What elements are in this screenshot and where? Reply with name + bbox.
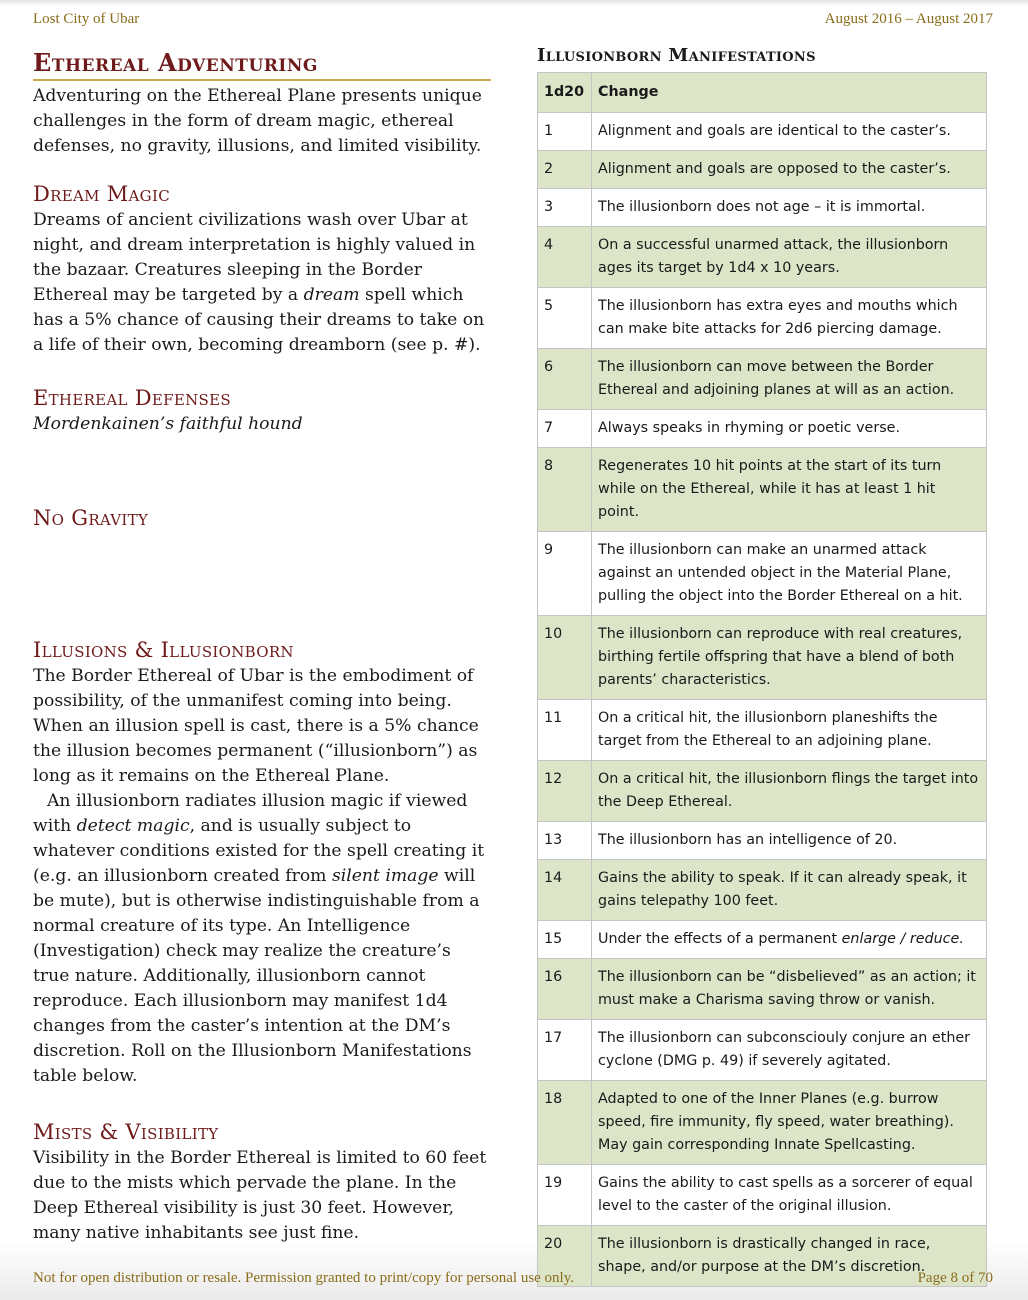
roll-cell: 5 bbox=[538, 288, 592, 349]
change-cell: The illusionborn can make an unarmed attack against an untended object in the Material Plane, pulling the object into the Border Ethereal on a hit. bbox=[592, 532, 987, 616]
heading-mists-visibility: Mists & Visibility bbox=[33, 1120, 219, 1144]
change-cell: The illusionborn can reproduce with real creatures, birthing fertile offspring that have a blend of both parents’ characteristics. bbox=[592, 616, 987, 700]
spell-name-enlarge-reduce: enlarge / reduce. bbox=[841, 931, 964, 947]
table-row bbox=[538, 349, 987, 410]
roll-cell: 4 bbox=[538, 227, 592, 288]
manifestations-table bbox=[537, 72, 987, 1287]
section-title: Ethereal Adventuring bbox=[33, 48, 318, 77]
table-row bbox=[538, 189, 987, 227]
change-cell: Gains the ability to cast spells as a sorcerer of equal level to the caster of the original illusion. bbox=[592, 1165, 987, 1226]
spell-name-dream: dream bbox=[303, 285, 360, 305]
table-row bbox=[538, 959, 987, 1020]
roll-cell: 15 bbox=[538, 921, 592, 959]
table-row bbox=[538, 1165, 987, 1226]
illusions-paragraph-1: The Border Ethereal of Ubar is the embodiment of possibility, of the unmanifest coming into being. When an illusion spell is cast, there is a 5% chance the illusion becomes permanent (“illusionborn”) as long as it remains on the Ethereal Plane. bbox=[33, 666, 479, 786]
table-row bbox=[538, 1020, 987, 1081]
change-cell: Regenerates 10 hit points at the start of its turn while on the Ethereal, while it has at least 1 hit point. bbox=[592, 448, 987, 532]
roll-cell: 18 bbox=[538, 1081, 592, 1165]
roll-cell: 7 bbox=[538, 410, 592, 448]
column-header-roll: 1d20 bbox=[538, 73, 592, 113]
table-title: Illusionborn Manifestations bbox=[537, 45, 816, 66]
change-cell: Alignment and goals are identical to the caster’s. bbox=[592, 113, 987, 151]
table-row bbox=[538, 616, 987, 700]
table-row bbox=[538, 921, 987, 959]
change-cell: The illusionborn has an intelligence of 20. bbox=[592, 822, 987, 860]
heading-illusions: Illusions & Illusionborn bbox=[33, 638, 294, 662]
change-cell: On a critical hit, the illusionborn planeshifts the target from the Ethereal to an adjoining plane. bbox=[592, 700, 987, 761]
roll-cell: 2 bbox=[538, 151, 592, 189]
roll-cell: 10 bbox=[538, 616, 592, 700]
change-cell: The illusionborn is drastically changed in race, shape, and/or purpose at the DM’s discretion. bbox=[592, 1226, 987, 1287]
heading-ethereal-defenses: Ethereal Defenses bbox=[33, 386, 231, 410]
roll-cell: 1 bbox=[538, 113, 592, 151]
table-row bbox=[538, 227, 987, 288]
table-row bbox=[538, 822, 987, 860]
roll-cell: 3 bbox=[538, 189, 592, 227]
roll-cell: 17 bbox=[538, 1020, 592, 1081]
change-cell: The illusionborn does not age – it is immortal. bbox=[592, 189, 987, 227]
dream-magic-paragraph: Dreams of ancient civilizations wash over Ubar at night, and dream interpretation is highly valued in the bazaar. Creatures sleeping in the Border Ethereal may be targeted by a dream spell which has a 5% chance of causing their dreams to take on a life of their own, becoming dreamborn (see p. #). bbox=[33, 210, 485, 355]
change-cell: On a successful unarmed attack, the illusionborn ages its target by 1d4 x 10 years. bbox=[592, 227, 987, 288]
roll-cell: 19 bbox=[538, 1165, 592, 1226]
table-header-row bbox=[538, 73, 987, 113]
change-cell: Adapted to one of the Inner Planes (e.g. burrow speed, fire immunity, fly speed, water breathing). May gain corresponding Innate Spellcasting. bbox=[592, 1081, 987, 1165]
roll-cell: 13 bbox=[538, 822, 592, 860]
title-divider bbox=[33, 79, 491, 81]
heading-dream-magic: Dream Magic bbox=[33, 182, 170, 206]
table-row bbox=[538, 761, 987, 822]
change-cell: The illusionborn can be “disbelieved” as an action; it must make a Charisma saving throw or vanish. bbox=[592, 959, 987, 1020]
spell-name-silent-image: silent image bbox=[331, 866, 439, 886]
change-cell: The illusionborn has extra eyes and mouths which can make bite attacks for 2d6 piercing damage. bbox=[592, 288, 987, 349]
table-row bbox=[538, 410, 987, 448]
roll-cell: 14 bbox=[538, 860, 592, 921]
spell-name-detect-magic: detect magic bbox=[76, 816, 190, 836]
table-row bbox=[538, 532, 987, 616]
change-cell: Always speaks in rhyming or poetic verse. bbox=[592, 410, 987, 448]
roll-cell: 12 bbox=[538, 761, 592, 822]
right-column bbox=[537, 44, 987, 1287]
page-top-shade bbox=[0, 0, 1028, 6]
illusions-paragraph-2: An illusionborn radiates illusion magic if viewed with detect magic, and is usually subject to whatever conditions existed for the spell creating it (e.g. an illusionborn created from silent image will be mute), but is otherwise indistinguishable from a normal creature of its type. An Intelligence (Investigation) check may realize the creature’s true nature. Additionally, illusionborn cannot reproduce. Each illusionborn may manifest 1d4 changes from the caster’s intention at the DM’s discretion. Roll on the Illusionborn Manifestations table below. bbox=[33, 791, 485, 1086]
table-row bbox=[538, 700, 987, 761]
table-row bbox=[538, 113, 987, 151]
change-cell: The illusionborn can subconsciouly conjure an ether cyclone (DMG p. 49) if severely agitated. bbox=[592, 1020, 987, 1081]
column-header-change: Change bbox=[592, 73, 987, 113]
roll-cell: 16 bbox=[538, 959, 592, 1020]
running-header-title: Lost City of Ubar bbox=[33, 11, 140, 27]
defenses-spell-line: Mordenkainen’s faithful hound bbox=[33, 414, 303, 434]
roll-cell: 9 bbox=[538, 532, 592, 616]
table-row bbox=[538, 1081, 987, 1165]
roll-cell: 6 bbox=[538, 349, 592, 410]
running-header-date: August 2016 – August 2017 bbox=[824, 11, 993, 27]
change-cell: On a critical hit, the illusionborn flings the target into the Deep Ethereal. bbox=[592, 761, 987, 822]
table-row bbox=[538, 448, 987, 532]
table-row bbox=[538, 860, 987, 921]
change-cell: The illusionborn can move between the Border Ethereal and adjoining planes at will as an action. bbox=[592, 349, 987, 410]
mists-paragraph: Visibility in the Border Ethereal is limited to 60 feet due to the mists which pervade the plane. In the Deep Ethereal visibility is just 30 feet. However, many native inhabitants see just fine. bbox=[33, 1148, 487, 1243]
table-row bbox=[538, 288, 987, 349]
left-column bbox=[33, 48, 491, 1246]
footer-page-number: Page 8 of 70 bbox=[917, 1270, 993, 1286]
heading-no-gravity: No Gravity bbox=[33, 506, 149, 530]
intro-paragraph: Adventuring on the Ethereal Plane presents unique challenges in the form of dream magic, ethereal defenses, no gravity, illusions, and limited visibility. bbox=[33, 86, 482, 156]
roll-cell: 8 bbox=[538, 448, 592, 532]
change-cell: Gains the ability to speak. If it can already speak, it gains telepathy 100 feet. bbox=[592, 860, 987, 921]
change-cell: Under the effects of a permanent enlarge / reduce. bbox=[592, 921, 987, 959]
change-cell: Alignment and goals are opposed to the caster’s. bbox=[592, 151, 987, 189]
table-row bbox=[538, 151, 987, 189]
roll-cell: 11 bbox=[538, 700, 592, 761]
roll-cell: 20 bbox=[538, 1226, 592, 1287]
footer-license-notice: Not for open distribution or resale. Permission granted to print/copy for personal use only. bbox=[33, 1270, 575, 1286]
